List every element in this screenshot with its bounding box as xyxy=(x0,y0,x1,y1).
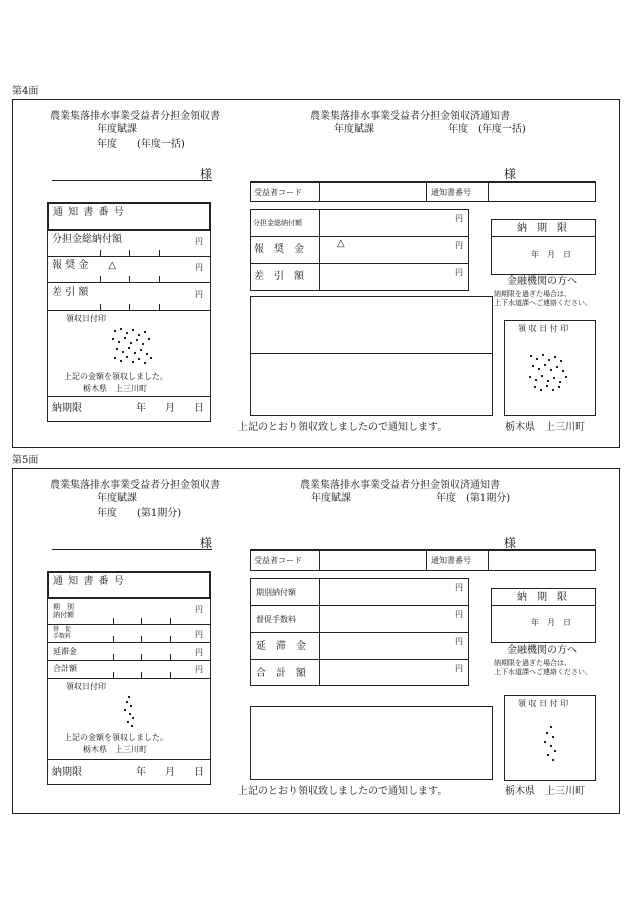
received-message: 上記の金額を領収しました。 xyxy=(64,733,168,742)
yen-unit: 円 xyxy=(455,241,463,250)
yen-unit: 円 xyxy=(195,263,203,272)
remarks-box xyxy=(250,706,493,780)
code-label: 受益者コード xyxy=(254,556,302,565)
notice-title: 農業集落排水事業受益者分担金領収済通知書 xyxy=(300,480,500,491)
footer-message: 上記のとおり領収致しましたので通知します。 xyxy=(238,422,448,433)
row-divider xyxy=(250,632,469,633)
row-divider xyxy=(47,624,211,625)
yen-unit: 円 xyxy=(195,290,203,299)
stamp-label: 領収日付印 xyxy=(66,314,106,323)
amount-label: 報 奨 金 xyxy=(254,244,304,255)
name-line xyxy=(52,549,212,550)
yen-unit: 円 xyxy=(195,665,203,674)
cell-divider xyxy=(488,550,489,571)
notice-number-label: 通知書番号 xyxy=(431,556,471,565)
digit-tick xyxy=(113,672,114,678)
received-message: 上記の金額を領収しました。 xyxy=(64,372,168,381)
due-title: 納 期 限 xyxy=(517,223,567,234)
receipt-row-label: 合計額 xyxy=(53,664,77,673)
bank-note: 納期限を過ぎた場合は、 xyxy=(494,290,571,298)
digit-tick xyxy=(141,618,142,624)
digit-tick xyxy=(129,304,130,310)
date-stamp-image xyxy=(108,326,154,366)
digit-tick xyxy=(113,618,114,624)
receipt-title: 農業集落排水事業受益者分担金領収書 xyxy=(50,480,220,491)
yen-unit: 円 xyxy=(455,610,463,619)
yen-unit: 円 xyxy=(455,214,463,223)
digit-tick xyxy=(113,636,114,642)
footer-message: 上記のとおり領収致しましたので通知します。 xyxy=(238,786,448,797)
notice-fiscal: 年度賦課 xyxy=(311,493,351,504)
yen-unit: 円 xyxy=(455,637,463,646)
town-name: 栃木県 上三川町 xyxy=(505,786,585,797)
digit-tick xyxy=(159,276,160,282)
digit-tick xyxy=(100,250,101,256)
amount-label: 延 滞 金 xyxy=(256,641,306,652)
date-stamp-image xyxy=(118,694,138,730)
bank-heading: 金融機関の方へ xyxy=(507,276,577,287)
receipt-row-label: 期 別 納付額 xyxy=(53,603,74,619)
amount-label: 期別納付額 xyxy=(256,588,296,597)
notice-number-label: 通 知 書 番 号 xyxy=(53,576,125,587)
town-name: 栃木県 上三川町 xyxy=(505,422,585,433)
receipt-period: 年度 (年度一括) xyxy=(97,139,185,150)
year-label: 年 xyxy=(136,767,146,778)
day-label: 日 xyxy=(194,767,204,778)
digit-tick xyxy=(170,636,171,642)
row-divider xyxy=(250,605,469,606)
due-title: 納 期 限 xyxy=(517,592,567,603)
bank-note: 上下水道課へご連絡ください。 xyxy=(494,299,592,307)
row-divider xyxy=(47,310,211,311)
digit-tick xyxy=(159,250,160,256)
row-divider xyxy=(47,759,211,760)
row-divider xyxy=(250,353,493,354)
due-label: 納期限 xyxy=(52,767,82,778)
cell-divider xyxy=(319,550,320,571)
sama-label: 様 xyxy=(200,167,213,181)
row-divider xyxy=(491,605,596,606)
digit-tick xyxy=(113,654,114,660)
receipt-title: 農業集落排水事業受益者分担金領収書 xyxy=(50,111,220,122)
row-divider xyxy=(250,263,469,264)
year-label: 年 xyxy=(136,403,146,414)
digit-tick xyxy=(141,636,142,642)
digit-tick xyxy=(141,654,142,660)
stamp-label: 領 収 日 付 印 xyxy=(518,324,569,333)
date-stamp-image xyxy=(540,724,560,764)
yen-unit: 円 xyxy=(455,268,463,277)
row-divider xyxy=(250,659,469,660)
amount-label: 督促手数料 xyxy=(256,615,296,624)
notice-fiscal: 年度賦課 xyxy=(334,124,374,135)
due-date: 年 月 日 xyxy=(531,618,571,627)
receipt-row-label: 差 引 額 xyxy=(52,287,89,298)
receipt-fiscal: 年度賦課 xyxy=(97,124,137,135)
stamp-label: 領 収 日 付 印 xyxy=(518,699,569,708)
section-label: 第5面 xyxy=(12,455,39,466)
row-divider xyxy=(491,236,596,237)
row-divider xyxy=(47,642,211,643)
digit-tick xyxy=(141,672,142,678)
notice-period: 年度 (年度一括) xyxy=(448,124,526,135)
code-label: 受益者コード xyxy=(254,188,302,197)
digit-tick xyxy=(170,654,171,660)
amount-label: 差 引 額 xyxy=(254,271,304,282)
bank-note: 納期限を過ぎた場合は、 xyxy=(494,659,571,667)
yen-unit: 円 xyxy=(455,664,463,673)
row-divider xyxy=(47,256,211,257)
triangle-mark: △ xyxy=(337,238,345,249)
notice-period: 年度 (第1期分) xyxy=(436,493,511,504)
month-label: 月 xyxy=(165,403,175,414)
digit-tick xyxy=(129,276,130,282)
amount-label: 分担金総納付額 xyxy=(253,219,302,227)
due-label: 納期限 xyxy=(52,403,82,414)
notice-title: 農業集落排水事業受益者分担金領収済通知書 xyxy=(310,111,510,122)
receipt-row-label: 督 促 手数料 xyxy=(53,626,72,640)
month-label: 月 xyxy=(165,767,175,778)
cell-divider xyxy=(319,209,320,291)
sama-label: 様 xyxy=(504,167,517,181)
digit-tick xyxy=(170,618,171,624)
date-stamp-image xyxy=(526,352,570,392)
row-divider xyxy=(47,396,211,397)
cell-divider xyxy=(426,182,427,202)
sama-label: 様 xyxy=(200,536,213,550)
due-date: 年 月 日 xyxy=(531,250,571,259)
row-divider xyxy=(250,236,469,237)
yen-unit: 円 xyxy=(195,630,203,639)
yen-unit: 円 xyxy=(195,605,203,614)
row-divider xyxy=(47,678,211,679)
sama-label: 様 xyxy=(504,536,517,550)
day-label: 日 xyxy=(194,403,204,414)
yen-unit: 円 xyxy=(195,648,203,657)
row-divider xyxy=(47,660,211,661)
bank-note: 上下水道課へご連絡ください。 xyxy=(494,668,592,676)
cell-divider xyxy=(426,550,427,571)
town-name: 栃木県 上三川町 xyxy=(83,745,147,754)
cell-divider xyxy=(319,182,320,202)
digit-tick xyxy=(170,672,171,678)
digit-tick xyxy=(100,276,101,282)
amount-label: 合 計 額 xyxy=(256,668,306,679)
receipt-period: 年度 (第1期分) xyxy=(97,508,182,519)
stamp-label: 領収日付印 xyxy=(66,682,106,691)
bank-heading: 金融機関の方へ xyxy=(507,645,577,656)
section-label: 第4面 xyxy=(12,86,39,97)
name-line xyxy=(52,180,212,181)
remarks-box xyxy=(250,296,493,416)
digit-tick xyxy=(159,304,160,310)
receipt-row-label: 報 奨 金 △ xyxy=(52,260,117,271)
cell-divider xyxy=(488,182,489,202)
receipt-row-label: 分担金総納付額 xyxy=(52,234,122,245)
town-name: 栃木県 上三川町 xyxy=(83,384,147,393)
row-divider xyxy=(47,282,211,283)
receipt-row-label: 延滞金 xyxy=(53,647,77,656)
yen-unit: 円 xyxy=(455,583,463,592)
digit-tick xyxy=(129,250,130,256)
notice-number-label: 通 知 書 番 号 xyxy=(53,207,125,218)
digit-tick xyxy=(100,304,101,310)
yen-unit: 円 xyxy=(195,237,203,246)
receipt-fiscal: 年度賦課 xyxy=(97,493,137,504)
notice-number-label: 通知書番号 xyxy=(431,188,471,197)
